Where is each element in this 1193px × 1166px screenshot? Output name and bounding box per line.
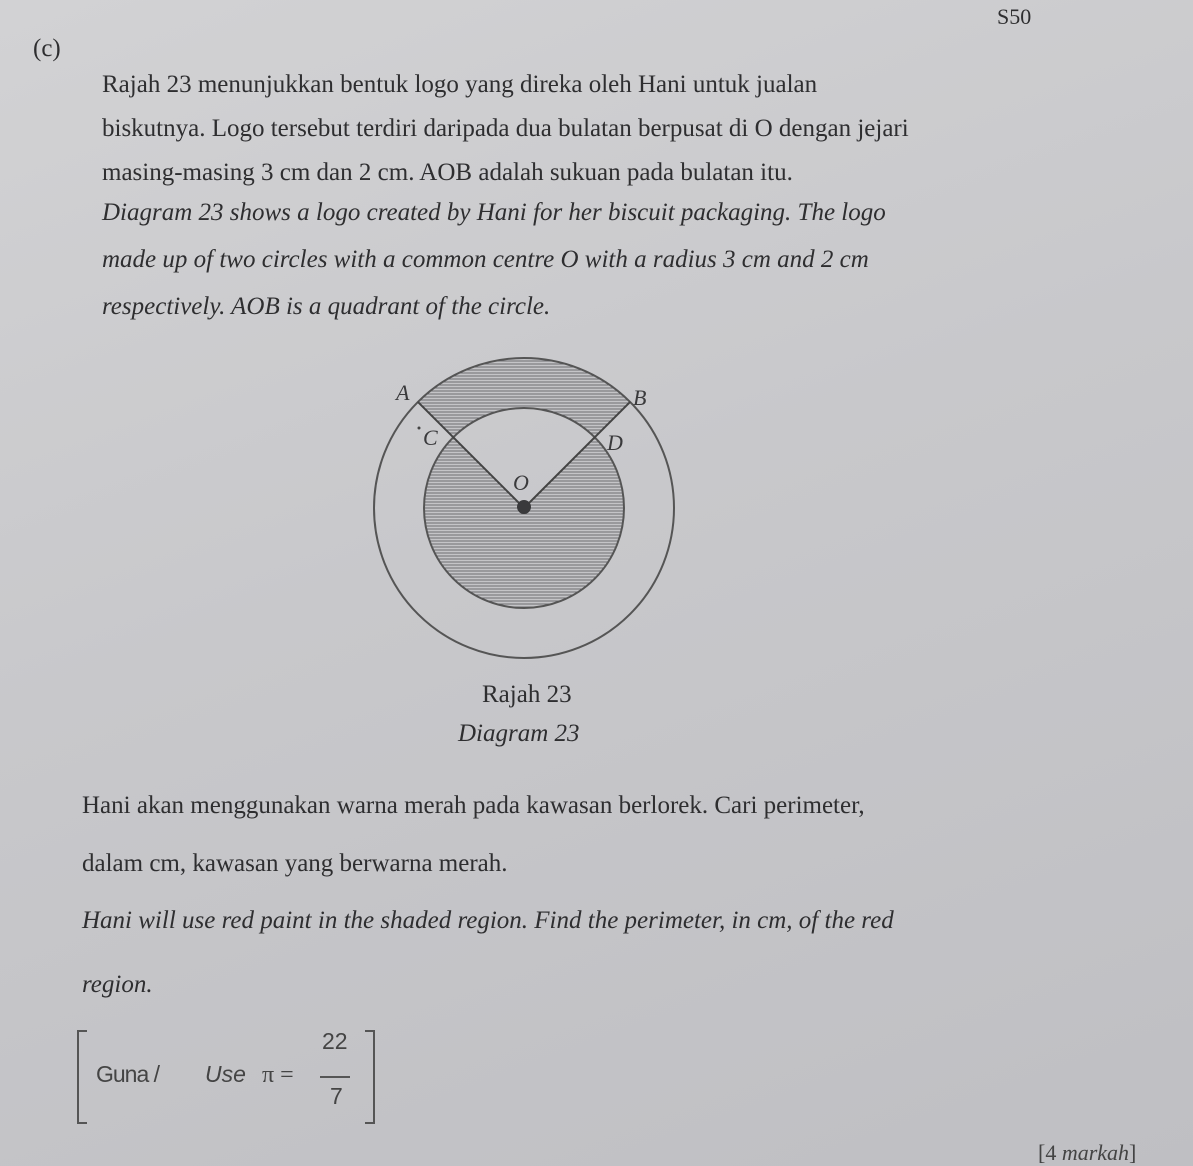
task-malay-line: Hani akan menggunakan warna merah pada kawasan berlorek. Cari perimeter, xyxy=(82,792,865,819)
marks-close: ] xyxy=(1129,1140,1137,1165)
hint-denominator: 7 xyxy=(330,1083,343,1109)
intro-english-line: Diagram 23 shows a logo created by Hani for her biscuit packaging. The logo xyxy=(102,199,886,226)
task-english-line: Hani will use red paint in the shaded region. Find the perimeter, in cm, of the red xyxy=(82,907,894,934)
diagram-caption-english: Diagram 23 xyxy=(458,720,580,747)
intro-english-line: made up of two circles with a common centre O with a radius 3 cm and 2 cm xyxy=(102,246,869,273)
diagram-caption-malay: Rajah 23 xyxy=(482,681,572,708)
label-d: D xyxy=(607,430,623,455)
intro-malay-line: biskutnya. Logo tersebut terdiri daripada dua bulatan berpusat di O dengan jejari xyxy=(102,115,909,142)
hint-pi-equals: π = xyxy=(262,1062,294,1088)
label-c: C xyxy=(423,425,438,450)
intro-english-line: respectively. AOB is a quadrant of the circle. xyxy=(102,293,551,320)
label-a: A xyxy=(396,380,410,405)
shaded-inner-major-sector xyxy=(424,437,624,608)
intro-malay-line: masing-masing 3 cm dan 2 cm. AOB adalah sukuan pada bulatan itu. xyxy=(102,159,793,186)
shaded-annular-sector xyxy=(418,358,630,437)
point-c-dot xyxy=(418,427,421,430)
hint-use: Use xyxy=(205,1061,246,1087)
marks-text: markah xyxy=(1061,1140,1130,1165)
question-label: (c) xyxy=(33,35,61,62)
intro-malay-line: Rajah 23 menunjukkan bentuk logo yang direka oleh Hani untuk jualan xyxy=(102,71,818,98)
task-malay-line: dalam cm, kawasan yang berwarna merah. xyxy=(82,850,508,877)
page-number: S50 xyxy=(997,4,1032,29)
task-english-line: region. xyxy=(82,971,153,998)
fraction-bar xyxy=(320,1076,350,1078)
marks-allocation xyxy=(1038,1142,1136,1164)
centre-point xyxy=(517,500,531,514)
hint-numerator: 22 xyxy=(322,1028,348,1054)
label-b: B xyxy=(633,385,647,410)
marks-open: [4 xyxy=(1038,1140,1062,1165)
hint-guna: Guna / xyxy=(96,1061,160,1087)
label-o: O xyxy=(513,470,529,495)
